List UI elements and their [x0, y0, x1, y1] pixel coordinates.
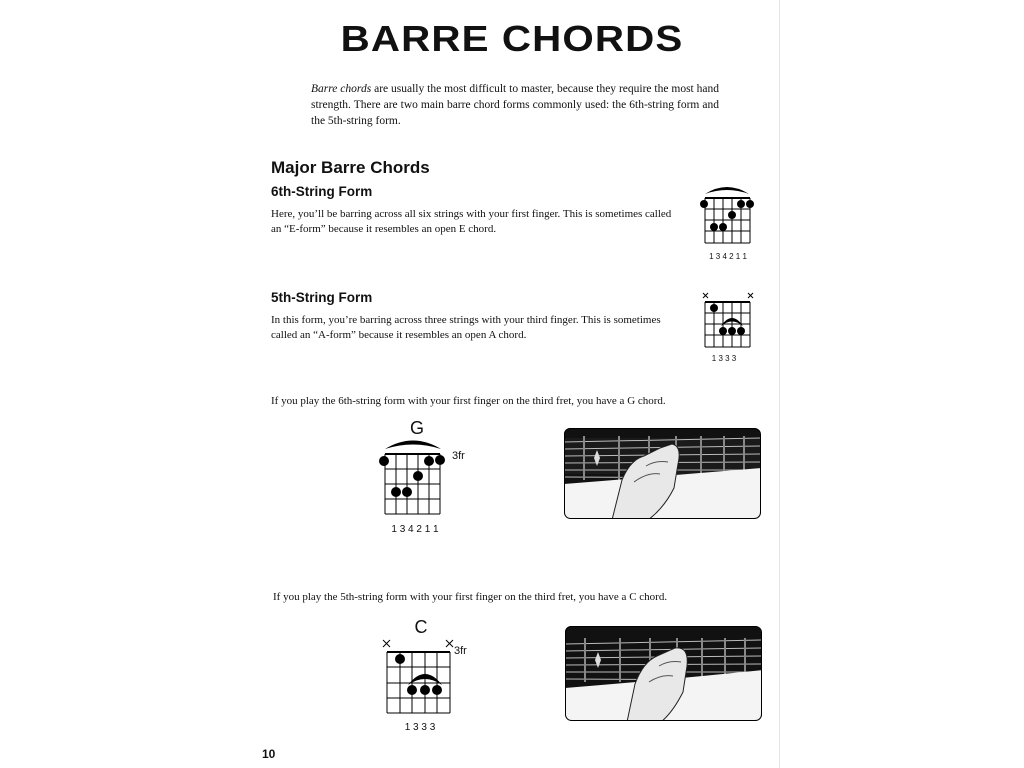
sixth-string-text: Here, you’ll be barring across all six strings with your first finger. This is sometimes called an “E-form” because it resembles an open E chord. [271, 208, 672, 235]
chord-diagram-c [380, 637, 450, 721]
page-number: 10 [262, 747, 276, 761]
x-mark-icon [703, 293, 753, 298]
chord-diagram-a-form [700, 290, 760, 352]
c-fingering: 1 3 3 3 [404, 722, 436, 733]
fifth-string-heading: 5th-String Form [271, 290, 373, 305]
fretboard-photo-icon [564, 428, 762, 520]
page-edge-line [779, 0, 780, 768]
sixth-fingering: 1 3 4 2 1 1 [709, 252, 747, 261]
c-fret-label: 3fr [454, 645, 467, 657]
barre-arc [385, 441, 441, 450]
intro-text: are usually the most difficult to master, because they require the most hand strength. There are two main barre chord forms commonly used: the 6th-string form and the 5th-string form. [311, 83, 720, 127]
finger-dots [379, 455, 445, 497]
intro-paragraph [311, 81, 719, 129]
chord-diagram-g [380, 438, 450, 522]
chord-diagram-e-form [700, 186, 760, 248]
sixth-string-heading: 6th-String Form [271, 184, 373, 199]
g-chord-sentence: If you play the 6th-string form with your first finger on the third fret, you have a G chord. [271, 395, 666, 407]
x-mark-icon [383, 640, 453, 647]
finger-dots [395, 654, 442, 695]
g-fingering: 1 3 4 2 1 1 [391, 524, 439, 535]
page-title: BARRE CHORDS [340, 18, 684, 59]
g-chord-name: G [409, 418, 424, 438]
c-chord-sentence: If you play the 5th-string form with your first finger on the third fret, you have a C chord. [273, 591, 668, 603]
barre-arc [705, 187, 749, 194]
c-chord-name: C [414, 617, 428, 637]
fretboard-photo-icon [565, 626, 763, 722]
fifth-string-text: In this form, you’re barring across three strings with your third finger. This is sometimes called an “A-form” because it resembles an open A chord. [271, 314, 661, 341]
g-fret-label: 3fr [452, 450, 465, 462]
intro-term: Barre chords [311, 83, 372, 95]
finger-dots [700, 200, 754, 231]
fifth-fingering: 1 3 3 3 [711, 354, 737, 363]
section-heading: Major Barre Chords [271, 158, 430, 177]
